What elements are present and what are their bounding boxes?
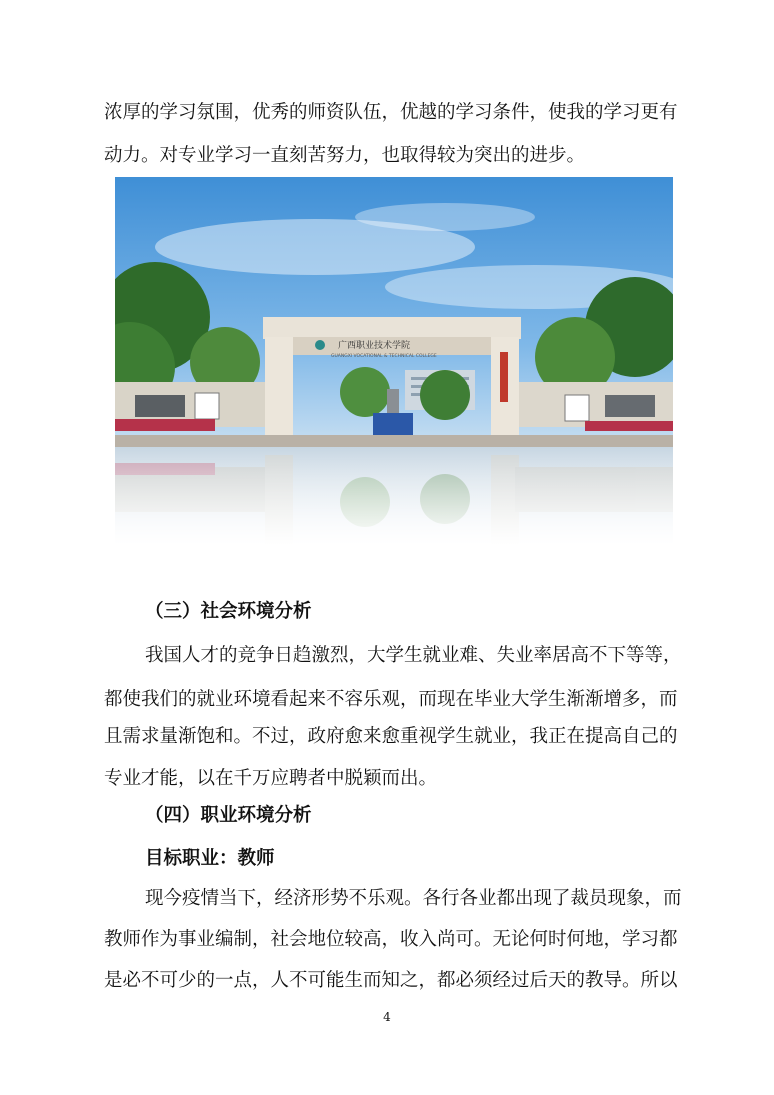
gate-name-cn: 广西职业技术学院 bbox=[338, 341, 411, 351]
page-number: 4 bbox=[383, 1010, 391, 1024]
intro-line-2: 动力。对专业学习一直刻苦努力，也取得较为突出的进步。 bbox=[104, 145, 586, 166]
campus-gate-photo bbox=[115, 177, 673, 545]
section-3-line-1: 我国人才的竞争日趋激烈，大学生就业难、失业率居高不下等等， bbox=[145, 645, 682, 666]
section-3-line-3: 且需求量渐饱和。不过，政府愈来愈重视学生就业，我正在提高自己的 bbox=[104, 726, 678, 747]
section-4-line-3: 是必不可少的一点，人不可能生而知之，都必须经过后天的教导。所以 bbox=[104, 970, 678, 991]
section-4-subheading: 目标职业：教师 bbox=[145, 848, 275, 869]
section-3-line-4: 专业才能，以在千万应聘者中脱颖而出。 bbox=[104, 768, 438, 789]
gate-name-en: GUANGXI VOCATIONAL & TECHNICAL COLLEGE bbox=[331, 354, 437, 359]
section-3-line-2: 都使我们的就业环境看起来不容乐观，而现在毕业大学生渐渐增多，而 bbox=[104, 689, 678, 710]
section-4-line-2: 教师作为事业编制，社会地位较高，收入尚可。无论何时何地，学习都 bbox=[104, 929, 678, 950]
section-4-heading: （四）职业环境分析 bbox=[145, 805, 312, 826]
intro-line-1: 浓厚的学习氛围，优秀的师资队伍，优越的学习条件，使我的学习更有 bbox=[104, 102, 678, 123]
section-4-line-1: 现今疫情当下，经济形势不乐观。各行各业都出现了裁员现象，而 bbox=[145, 888, 682, 909]
section-3-heading: （三）社会环境分析 bbox=[145, 601, 312, 622]
